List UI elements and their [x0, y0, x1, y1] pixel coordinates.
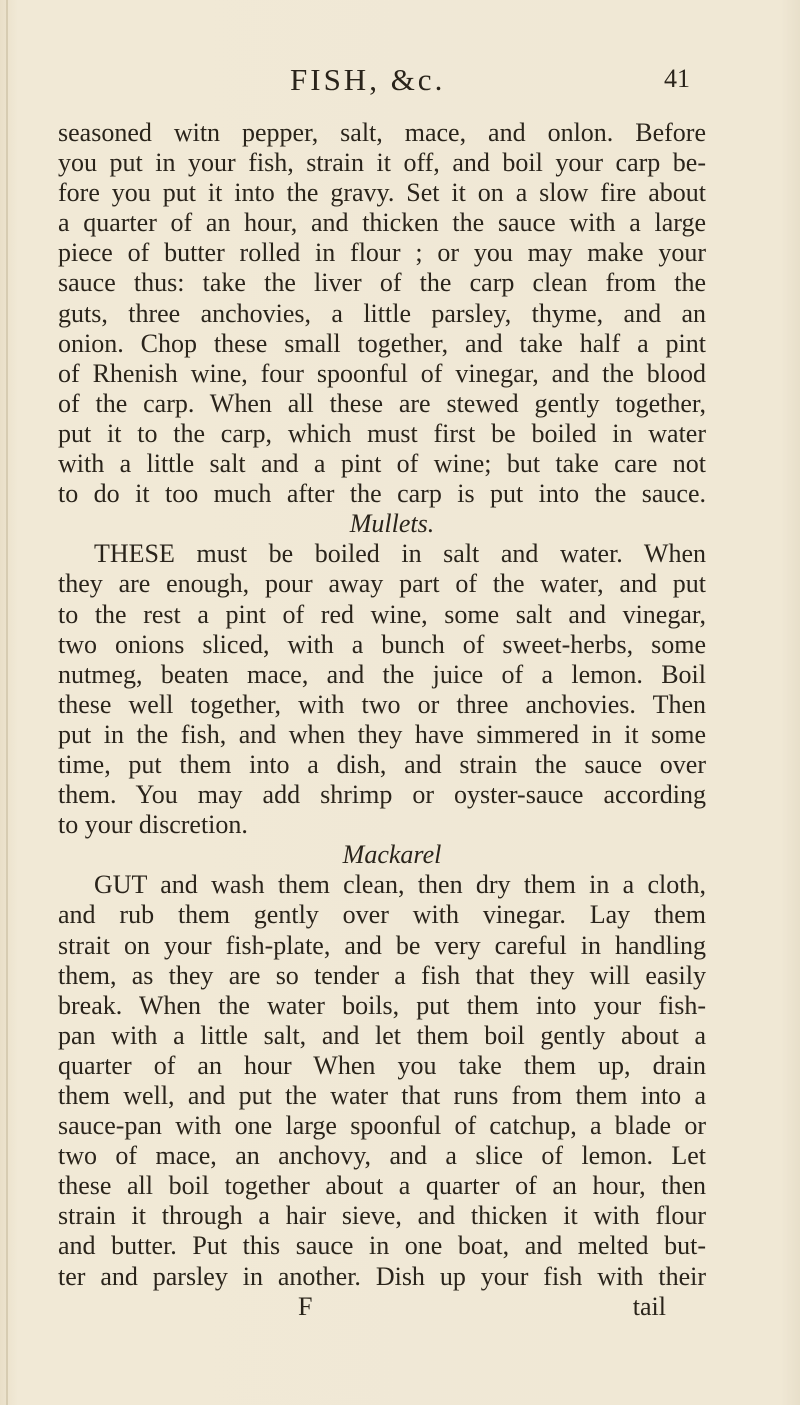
- text-line: guts, three anchovies, a little parsley, thyme, and an: [58, 298, 706, 328]
- text-line: strait on your fish-plate, and be very careful in handling: [58, 930, 706, 960]
- page-gutter-edge: [6, 0, 8, 1405]
- text-line: break. When the water boils, put them into your fish-: [58, 990, 706, 1020]
- section-heading-mullets: Mullets.: [349, 509, 435, 539]
- text-line: ter and parsley in another. Dish up your fish with their: [58, 1261, 706, 1291]
- body-text: [58, 118, 706, 1322]
- text-line: these well together, with two or three anchovies. Then: [58, 689, 706, 719]
- text-line: THESE must be boiled in salt and water. When: [94, 539, 706, 569]
- text-line: sauce-pan with one large spoonful of catchup, a blade or: [58, 1111, 706, 1141]
- text-line: them well, and put the water that runs from them into a: [58, 1081, 706, 1110]
- text-line: strain it through a hair sieve, and thicken it with flour: [58, 1201, 706, 1231]
- text-line: onion. Chop these small together, and take half a pint: [58, 328, 706, 358]
- text-line: of the carp. When all these are stewed gently together,: [58, 388, 706, 418]
- text-line: sauce thus: take the liver of the carp clean from the: [58, 268, 706, 298]
- text-line: fore you put it into the gravy. Set it on a slow fire about: [58, 178, 706, 208]
- text-line: of Rhenish wine, four spoonful of vinegar, and the blood: [58, 358, 706, 388]
- text-line: you put in your fish, strain it off, and boil your carp be-: [58, 148, 706, 178]
- text-line: time, put them into a dish, and strain the sauce over: [58, 749, 706, 779]
- text-line: a quarter of an hour, and thicken the sauce with a large: [58, 208, 706, 238]
- text-line: two of mace, an anchovy, and a slice of lemon. Let: [58, 1141, 706, 1171]
- text-line: GUT and wash them clean, then dry them in a cloth,: [94, 870, 706, 900]
- text-line: pan with a little salt, and let them boil gently about a: [58, 1020, 706, 1050]
- running-title: FISH, &c.: [290, 62, 446, 97]
- page-footer: [58, 1292, 706, 1322]
- text-line: these all boil together about a quarter of an hour, then: [58, 1171, 706, 1201]
- text-line: seasoned witn pepper, salt, mace, and onlon. Before: [58, 118, 706, 147]
- signature-mark: F: [298, 1291, 313, 1321]
- section-heading-mackarel: Mackarel: [342, 840, 442, 870]
- text-line: to do it too much after the carp is put into the sauce.: [58, 479, 706, 509]
- text-line: two onions sliced, with a bunch of sweet-herbs, some: [58, 629, 706, 659]
- text-line: to the rest a pint of red wine, some salt and vinegar,: [58, 599, 706, 629]
- text-line: to your discretion.: [58, 810, 248, 840]
- text-line: them, as they are so tender a fish that they will easily: [58, 960, 706, 990]
- text-line: with a little salt and a pint of wine; but take care not: [58, 449, 706, 479]
- text-line: them. You may add shrimp or oyster-sauce according: [58, 780, 706, 810]
- catchword: tail: [632, 1291, 666, 1321]
- text-line: quarter of an hour When you take them up, drain: [58, 1050, 706, 1080]
- page-header: [0, 62, 800, 102]
- text-line: and butter. Put this sauce in one boat, and melted but-: [58, 1231, 706, 1261]
- text-line: nutmeg, beaten mace, and the juice of a lemon. Boil: [58, 659, 706, 689]
- text-line: piece of butter rolled in flour ; or you may make your: [58, 238, 706, 268]
- text-line: put it to the carp, which must first be boiled in water: [58, 418, 706, 448]
- text-line: and rub them gently over with vinegar. Lay them: [58, 900, 706, 930]
- page-number: 41: [664, 64, 690, 93]
- text-line: put in the fish, and when they have simmered in it some: [58, 719, 706, 749]
- text-line: they are enough, pour away part of the water, and put: [58, 569, 706, 599]
